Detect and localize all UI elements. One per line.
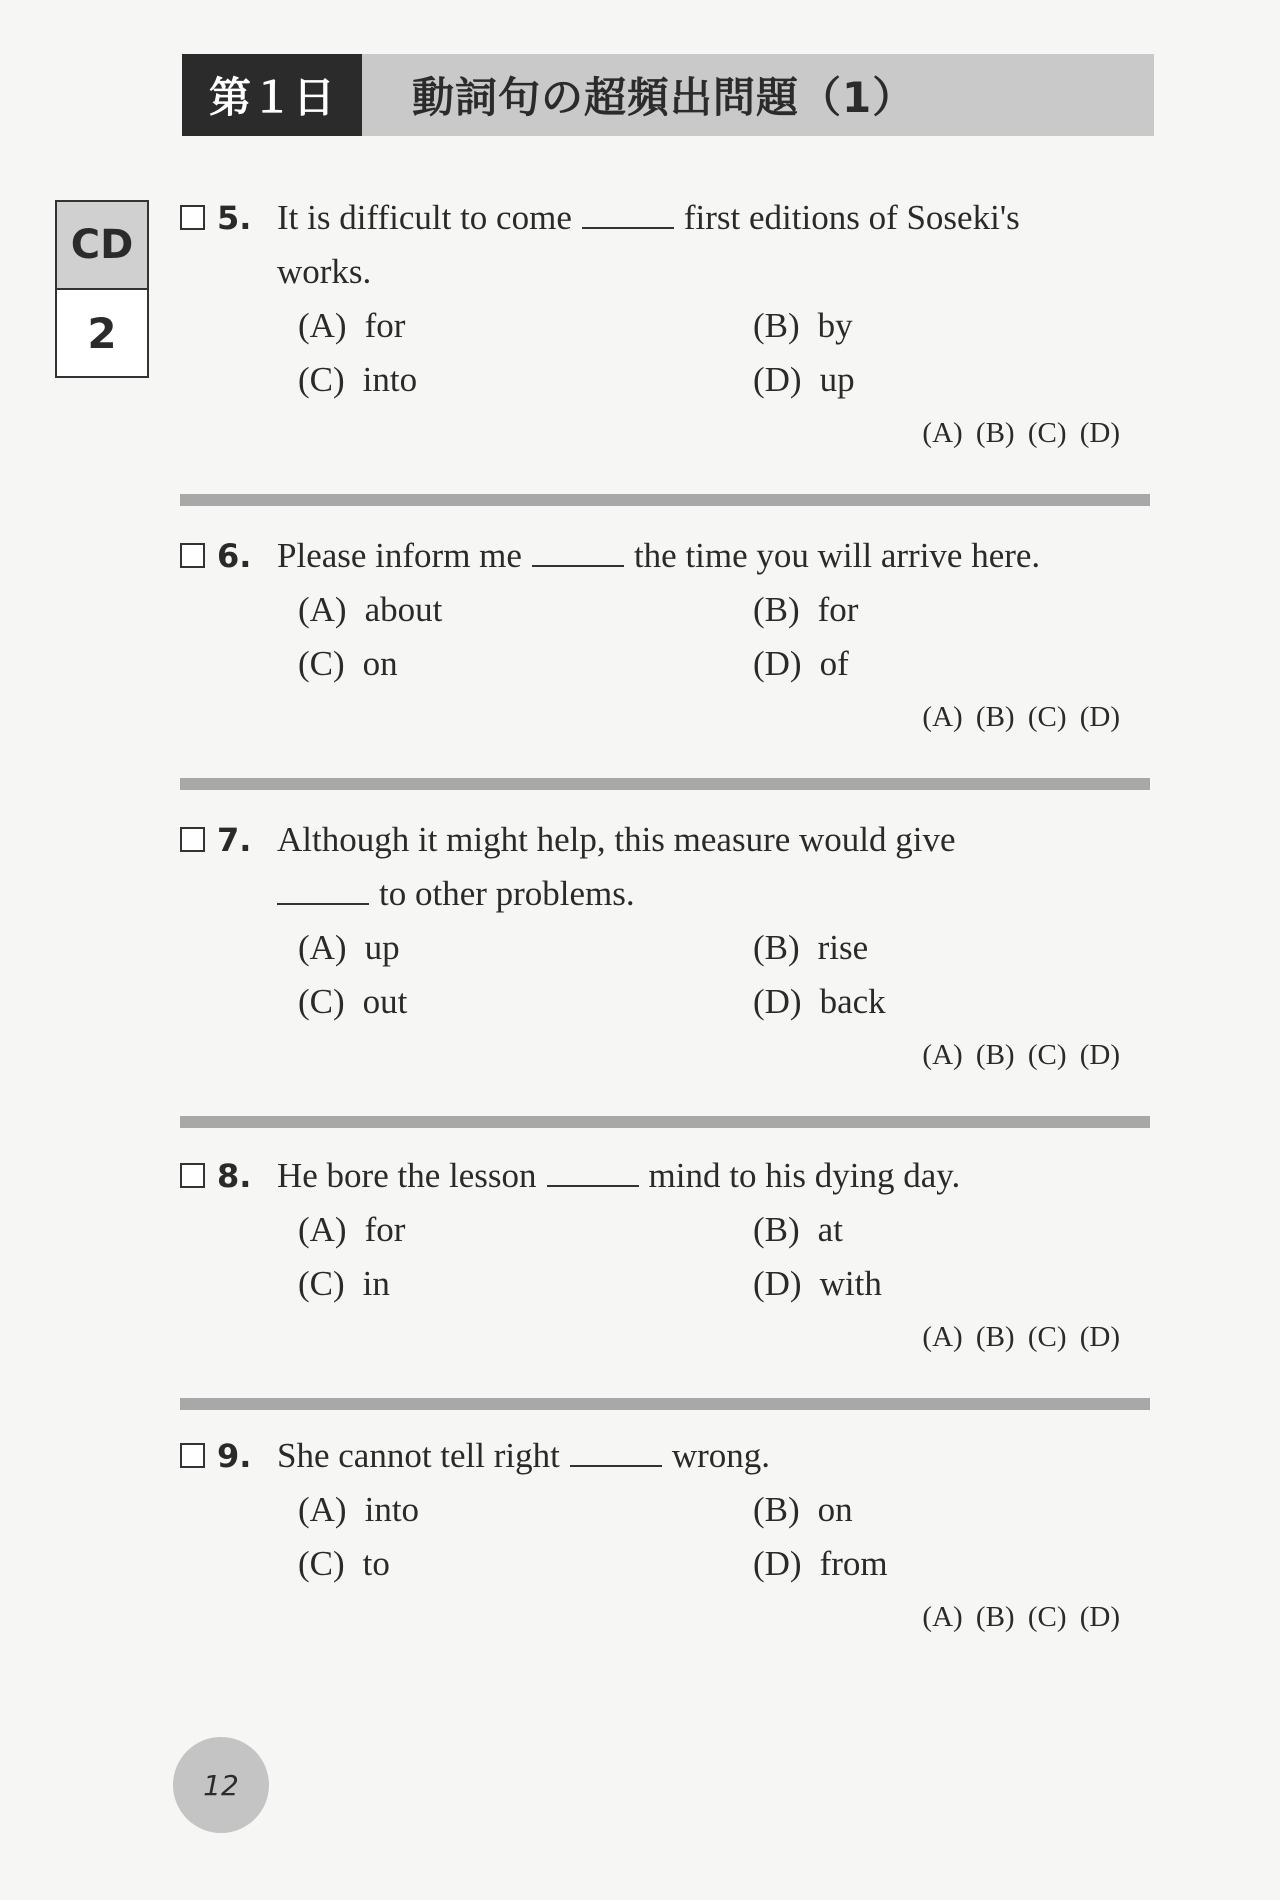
- answer-blank: [570, 1464, 662, 1467]
- options: [298, 1483, 1160, 1591]
- question-text-before: Please inform me: [277, 536, 522, 575]
- question-checkbox[interactable]: [180, 543, 205, 568]
- section-title: 動詞句の超頻出問題（1）: [412, 73, 916, 122]
- question-text-after: the time you will arrive here.: [633, 536, 1041, 575]
- answer-choices: (A) (B) (C) (D): [922, 1039, 1120, 1071]
- option-a[interactable]: (A) into: [298, 1490, 420, 1529]
- question-7: [180, 820, 1160, 1072]
- option-a[interactable]: (A) about: [298, 590, 443, 629]
- answer-blank: [582, 226, 674, 229]
- question-text: [277, 1429, 1117, 1483]
- option-b[interactable]: (B) by: [753, 306, 853, 345]
- cd-track-box: [55, 200, 149, 378]
- option-b[interactable]: (B) at: [753, 1210, 843, 1249]
- cd-label: CD: [57, 202, 147, 290]
- options: [298, 1203, 1160, 1311]
- answer-blank: [532, 564, 624, 567]
- day-label: 第１日: [182, 54, 362, 136]
- option-d[interactable]: (D) from: [753, 1544, 888, 1583]
- question-text-before: Although it might help, this measure would give: [277, 820, 956, 859]
- divider: [180, 1398, 1150, 1410]
- answer-choices: (A) (B) (C) (D): [922, 1321, 1120, 1353]
- divider: [180, 494, 1150, 506]
- option-d[interactable]: (D) up: [753, 360, 855, 399]
- cd-track-number: 2: [87, 308, 117, 358]
- question-checkbox[interactable]: [180, 827, 205, 852]
- question-text-after: first editions of Soseki's works.: [277, 198, 1020, 291]
- question-text-after: wrong.: [671, 1436, 771, 1475]
- divider: [180, 778, 1150, 790]
- question-text: [277, 813, 1117, 921]
- question-number: 5.: [217, 199, 252, 237]
- option-c[interactable]: (C) out: [298, 982, 408, 1021]
- question-8: [180, 1156, 1160, 1354]
- question-number: 6.: [217, 537, 252, 575]
- question-text-before: He bore the lesson: [277, 1156, 537, 1195]
- question-text-after: mind to his dying day.: [648, 1156, 961, 1195]
- option-d[interactable]: (D) back: [753, 982, 886, 1021]
- options: [298, 921, 1160, 1029]
- option-b[interactable]: (B) for: [753, 590, 859, 629]
- answer-blank: [277, 902, 369, 905]
- question-text: [277, 191, 1117, 299]
- option-d[interactable]: (D) with: [753, 1264, 882, 1303]
- question-number: 8.: [217, 1157, 252, 1195]
- option-c[interactable]: (C) into: [298, 360, 418, 399]
- answer-choices: (A) (B) (C) (D): [922, 1601, 1120, 1633]
- question-checkbox[interactable]: [180, 1443, 205, 1468]
- question-text: [277, 1149, 1117, 1203]
- question-text-after: to other problems.: [379, 874, 635, 913]
- question-text: [277, 529, 1117, 583]
- option-a[interactable]: (A) for: [298, 1210, 406, 1249]
- question-number: 9.: [217, 1437, 252, 1475]
- divider: [180, 1116, 1150, 1128]
- question-text-before: She cannot tell right: [277, 1436, 560, 1475]
- options: [298, 299, 1160, 407]
- section-header: [182, 54, 1154, 136]
- option-c[interactable]: (C) on: [298, 644, 398, 683]
- question-checkbox[interactable]: [180, 205, 205, 230]
- question-9: [180, 1436, 1160, 1634]
- option-d[interactable]: (D) of: [753, 644, 849, 683]
- option-c[interactable]: (C) in: [298, 1264, 390, 1303]
- answer-choices: (A) (B) (C) (D): [922, 701, 1120, 733]
- answer-blank: [547, 1184, 639, 1187]
- question-number: 7.: [217, 821, 252, 859]
- options: [298, 583, 1160, 691]
- option-c[interactable]: (C) to: [298, 1544, 390, 1583]
- question-text-before: It is difficult to come: [277, 198, 572, 237]
- question-checkbox[interactable]: [180, 1163, 205, 1188]
- option-b[interactable]: (B) on: [753, 1490, 853, 1529]
- page-number: 12: [173, 1737, 269, 1833]
- question-5: [180, 198, 1160, 450]
- option-b[interactable]: (B) rise: [753, 928, 869, 967]
- question-6: [180, 536, 1160, 734]
- option-a[interactable]: (A) up: [298, 928, 400, 967]
- answer-choices: (A) (B) (C) (D): [922, 417, 1120, 449]
- option-a[interactable]: (A) for: [298, 306, 406, 345]
